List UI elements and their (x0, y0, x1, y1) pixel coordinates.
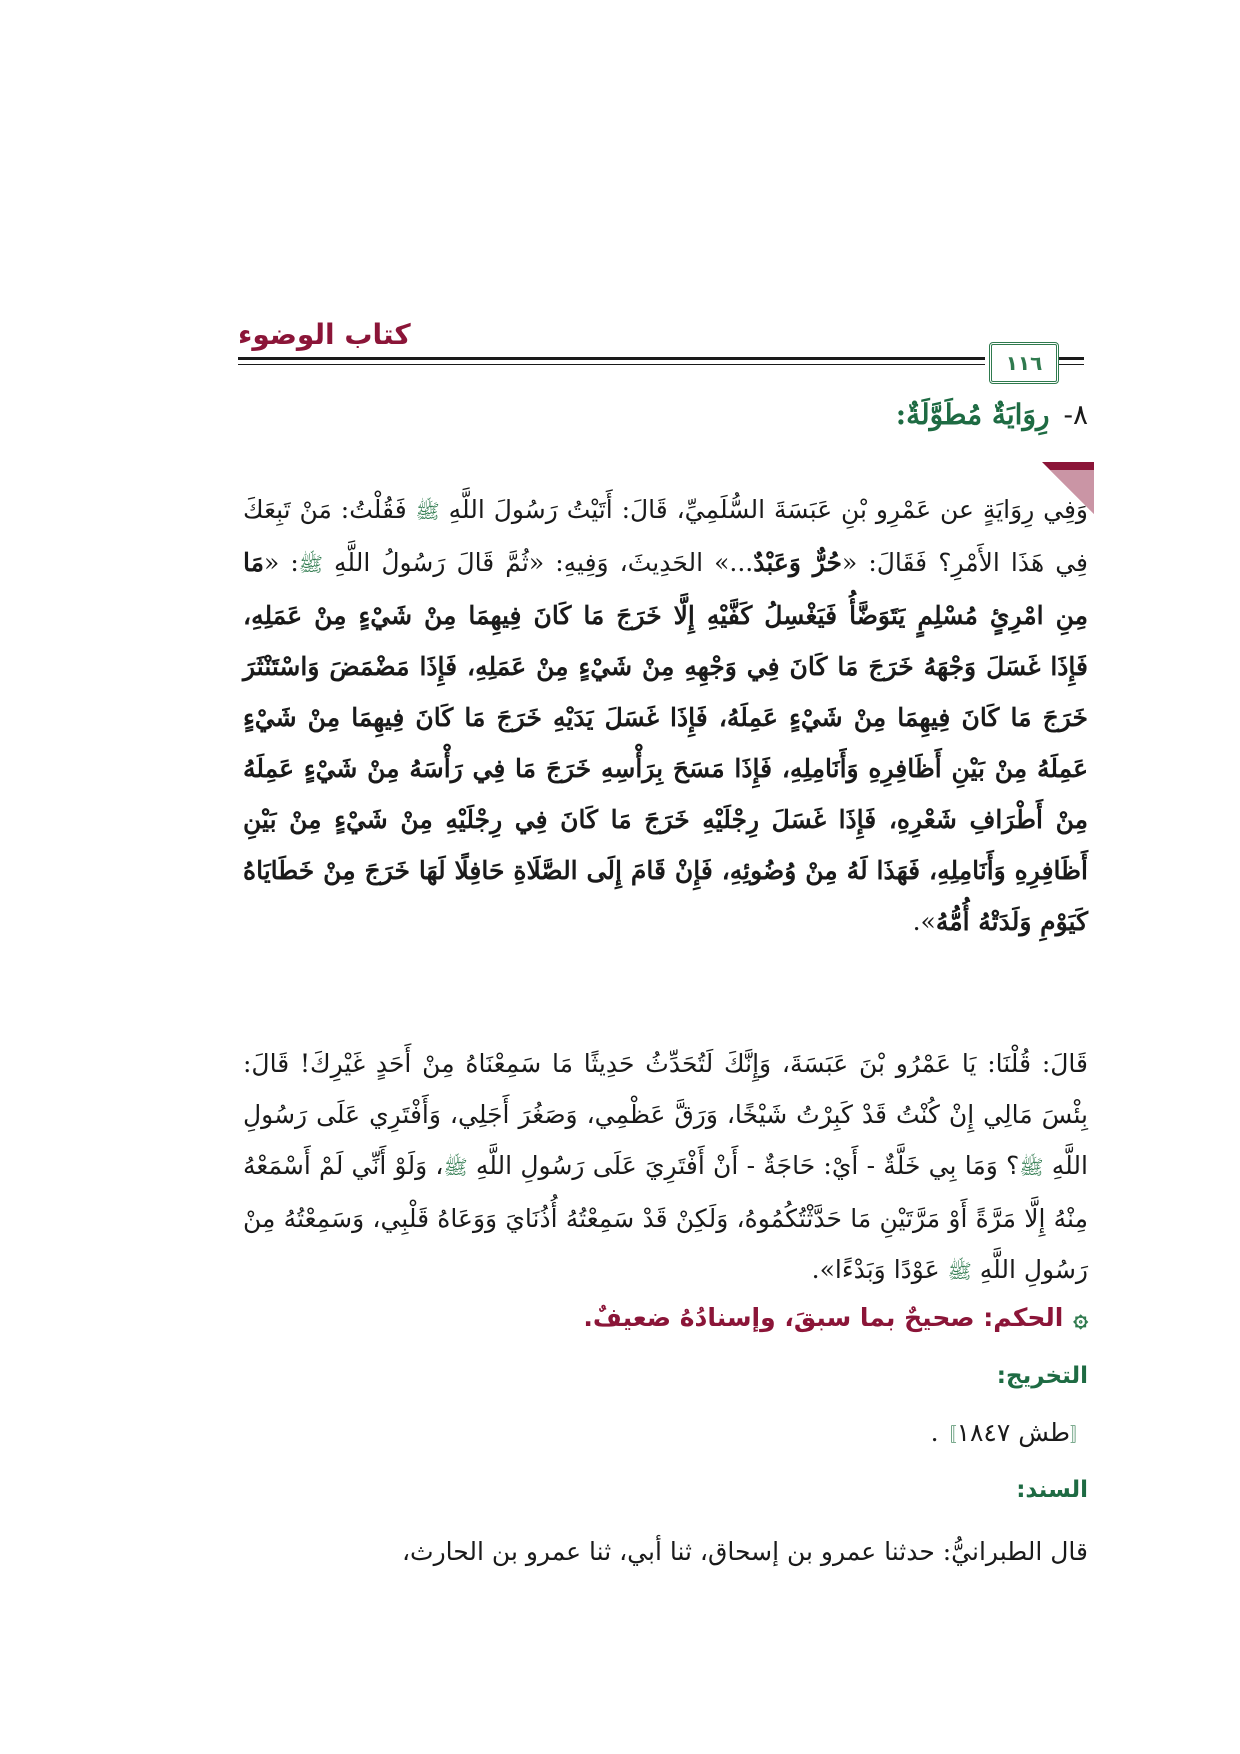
takhrij-label: التخريج: (996, 1363, 1088, 1389)
takhrij-reference (931, 1418, 1088, 1447)
hadith-quote: حُرٌّ وَعَبْدٌ (753, 548, 842, 577)
salawat-glyph: ﷺ (443, 1155, 468, 1179)
rosette-icon: ۞ (1073, 1303, 1088, 1332)
running-header-title: كتاب الوضوء (238, 318, 411, 351)
hadith-paragraph (243, 484, 1088, 947)
text-run: ؟ وَمَا بِي خَلَّةٌ - أَيْ: حَاجَةٌ - أَنْ أَفْتَرِيَ عَلَى رَسُولِ اللَّهِ (475, 1151, 1020, 1180)
ruling-line (583, 1303, 1088, 1332)
bracket-open: 〚 (1070, 1425, 1088, 1446)
header-rule-thin (238, 364, 985, 365)
section-heading (896, 398, 1088, 431)
salawat-glyph: ﷺ (947, 1259, 972, 1283)
text-run: ». (912, 907, 936, 936)
takhrij-value: طش ١٨٤٧ (956, 1418, 1070, 1447)
salawat-glyph: ﷺ (1019, 1155, 1044, 1179)
header-rule-thin-right (1057, 364, 1084, 365)
salawat-glyph: ﷺ (298, 552, 323, 576)
page-number-badge: ١١٦ (989, 342, 1059, 384)
takhrij-end: . (930, 1418, 939, 1447)
hadith-matn: مَا مِنِ امْرِئٍ مُسْلِمٍ يَتَوَضَّأُ فَيَغْسِلُ كَفَّيْهِ إِلَّا خَرَجَ مَا كَانَ فِيهِمَا مِنْ شَيْءٍ مِنْ عَمَلِهِ، فَإِذَا غَسَلَ وَجْهَهُ خَرَجَ مَا كَانَ فِي وَجْهِهِ مِنْ شَيْءٍ مِنْ عَمَلِهِ، فَإِذَا مَضْمَضَ وَاسْتَنْثَرَ خَرَجَ مَا كَانَ فِيهِمَا مِنْ شَيْءٍ عَمِلَهُ، فَإِذَا غَسَلَ يَدَيْهِ خَرَجَ مَا كَانَ فِيهِمَا مِنْ شَيْءٍ عَمِلَهُ مِنْ بَيْنِ أَظَافِرِهِ وَأَنَامِلِهِ، فَإِذَا مَسَحَ بِرَأْسِهِ خَرَجَ مَا فِي رَأْسَهُ مِنْ شَيْءٍ عَمِلَهُ مِنْ أَطْرَافِ شَعْرِهِ، فَإِذَا غَسَلَ رِجْلَيْهِ خَرَجَ مَا كَانَ فِي رِجْلَيْهِ مِنْ شَيْءٍ مِنْ بَيْنِ أَظَافِرِهِ وَأَنَامِلِهِ، فَهَذَا لَهُ مِنْ وُضُوئِهِ، فَإِنْ قَامَ إِلَى الصَّلَاةِ حَافِلًا لَهَا خَرَجَ مِنْ خَطَايَاهُ كَيَوْمِ وَلَدَتْهُ أُمُّهُ (243, 548, 1088, 936)
bracket-close: 〛 (938, 1425, 957, 1446)
ruling-text: الحكم: صحيحٌ بما سبقَ، وإسنادُهُ ضعيفٌ. (583, 1303, 1064, 1332)
header-rule-thick-right (1057, 357, 1084, 360)
section-number: ٨- (1063, 398, 1088, 431)
text-run: فَقُلْتُ: مَنْ تَبِعَكَ فِي هَذَا الأَمْرِ؟ فَقَالَ: « (243, 495, 1088, 577)
text-run: عَوْدًا وَبَدْءًا». (811, 1255, 940, 1284)
text-run: قَالَ: قُلْنَا: يَا عَمْرُو بْنَ عَبَسَةَ، وَإِنَّكَ لَتُحَدِّثُ حَدِيثًا مَا سَمِعْنَاهُ مِنْ أَحَدٍ غَيْرِكَ! قَالَ: بِئْسَ مَالِي إِنْ كُنْتُ قَدْ كَبِرْتُ شَيْخًا، وَرَقَّ عَظْمِي، وَصَغُرَ أَجَلِي، وَأَفْتَرِي عَلَى رَسُولِ اللَّهِ (243, 1049, 1088, 1180)
sanad-text: قال الطبرانيُّ: حدثنا عمرو بن إسحاق، ثنا أبي، ثنا عمرو بن الحارث، (401, 1537, 1088, 1566)
header-rule-thick (238, 357, 985, 360)
section-title: رِوَايَةٌ مُطَوَّلَةٌ: (895, 398, 1050, 431)
text-run: وَفِي رِوَايَةٍ عن عَمْرِو بْنِ عَبَسَةَ السُّلَمِيِّ، قَالَ: أَتَيْتُ رَسُولَ اللَّهِ (448, 495, 1089, 524)
salawat-glyph: ﷺ (415, 499, 440, 523)
text-run: ، وَلَوْ أَنِّي لَمْ أَسْمَعْهُ مِنْهُ إِلَّا مَرَّةً أَوْ مَرَّتَيْنِ مَا حَدَّثْتُكُمُوهُ، وَلَكِنْ قَدْ سَمِعْتُهُ أُذُنَايَ وَوَعَاهُ قَلْبِي، وَسَمِعْتُهُ مِنْ رَسُولِ اللَّهِ (243, 1151, 1088, 1284)
sanad-label: السند: (1016, 1477, 1088, 1503)
text-run: ...» الحَدِيثَ، وَفِيهِ: «ثُمَّ قَالَ رَسُولُ اللَّهِ (334, 548, 754, 577)
text-run: : « (264, 548, 299, 577)
narration-paragraph (243, 1038, 1088, 1297)
